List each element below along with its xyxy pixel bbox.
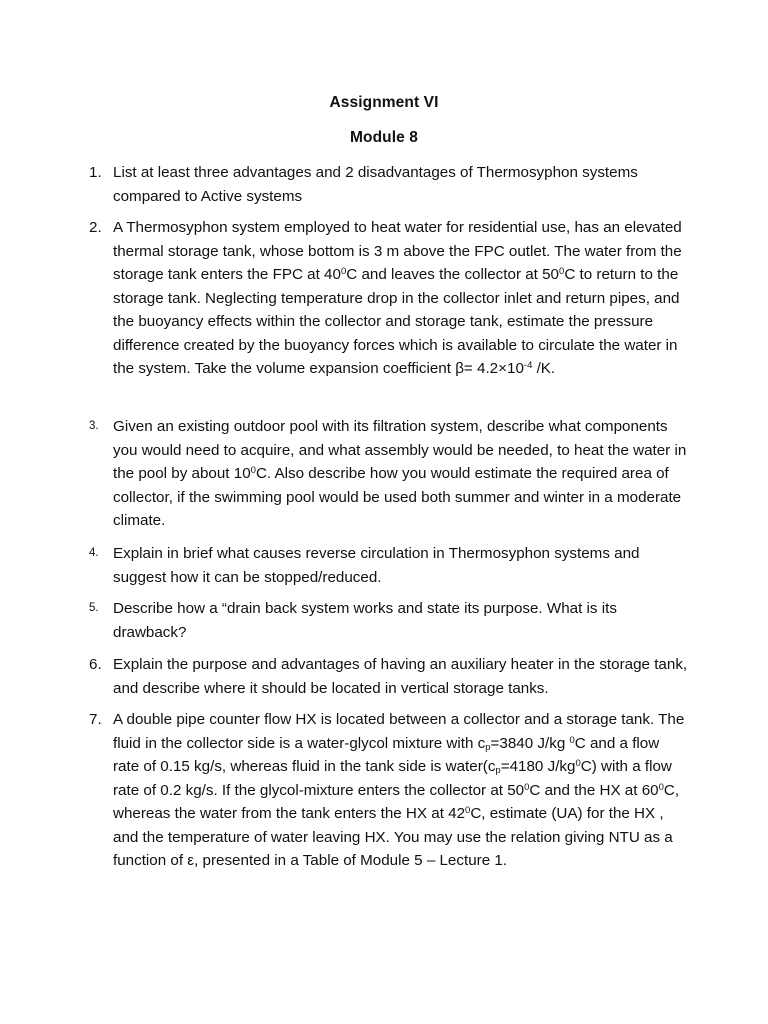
question-number: 1. xyxy=(89,164,102,181)
question-text: Given an existing outdoor pool with its filtration system, describe what components you would need to acquire, and what assembly would be needed, to heat the water in the pool by about $10^0C$. Also describe how you would estimate the required area of collector, if the swimming pool would be used both summer and winter in a moderate climate. xyxy=(113,418,687,529)
question-number: 2. xyxy=(89,219,102,236)
question-number: 4. xyxy=(89,547,99,559)
question-number: 6. xyxy=(89,656,102,673)
question-2 xyxy=(89,216,689,381)
module-title: Module 8 xyxy=(350,129,418,146)
question-3 xyxy=(89,415,689,533)
question-number: 5. xyxy=(89,602,99,614)
question-text: Explain in brief what causes reverse circulation in Thermosyphon systems and suggest how it can be stopped/reduced. xyxy=(113,545,640,586)
question-number: 3. xyxy=(89,420,99,432)
question-text: Explain the purpose and advantages of having an auxiliary heater in the storage tank, and describe where it should be located in vertical storage tanks. xyxy=(113,656,688,697)
question-5 xyxy=(89,597,689,644)
question-number: 7. xyxy=(89,711,102,728)
assignment-title: Assignment VI xyxy=(329,94,439,111)
question-4 xyxy=(89,542,689,589)
question-7 xyxy=(89,708,689,873)
question-text: A double pipe counter flow HX is located between a collector and a storage tank. The fluid in the collector side is a water-glycol mixture with $c_p=3840$ J/kg $^0$C and a flow rate of 0.15 kg/s, whereas fluid in the tank side is $water(c_p=4180$ $J/kg^0C$) with a flow rate of 0.2 kg/s. If the glycol-mixture enters the collector at $50^0C$ and the HX at $60^0C$, whereas the water from the tank enters the HX at $42^0C$, estimate (UA) for the HX , and the temperature of water leaving HX. You may use the relation giving NTU as a function of ε, presented in a Table of Module 5 – Lecture 1. xyxy=(113,711,685,869)
question-text: A Thermosyphon system employed to heat water for residential use, has an elevated thermal storage tank, whose bottom is 3 m above the FPC outlet. The water from the storage tank enters the FPC at $40^0C$ and leaves the collector at $50^0C$ to return to the storage tank. Neglecting temperature drop in the collector inlet and return pipes, and the buoyancy effects within the collector and storage tank, estimate the pressure difference created by the buoyancy forces which is available to circulate the water in the system. Take the volume expansion coefficient $\beta= 4.2\times 10^{-4}$ /K. xyxy=(113,219,682,377)
question-text: Describe how a “drain back system works and state its purpose. What is its drawback? xyxy=(113,600,617,641)
question-6 xyxy=(89,653,689,700)
question-1 xyxy=(89,161,689,208)
question-text: List at least three advantages and 2 disadvantages of Thermosyphon systems compared to Active systems xyxy=(113,164,638,205)
